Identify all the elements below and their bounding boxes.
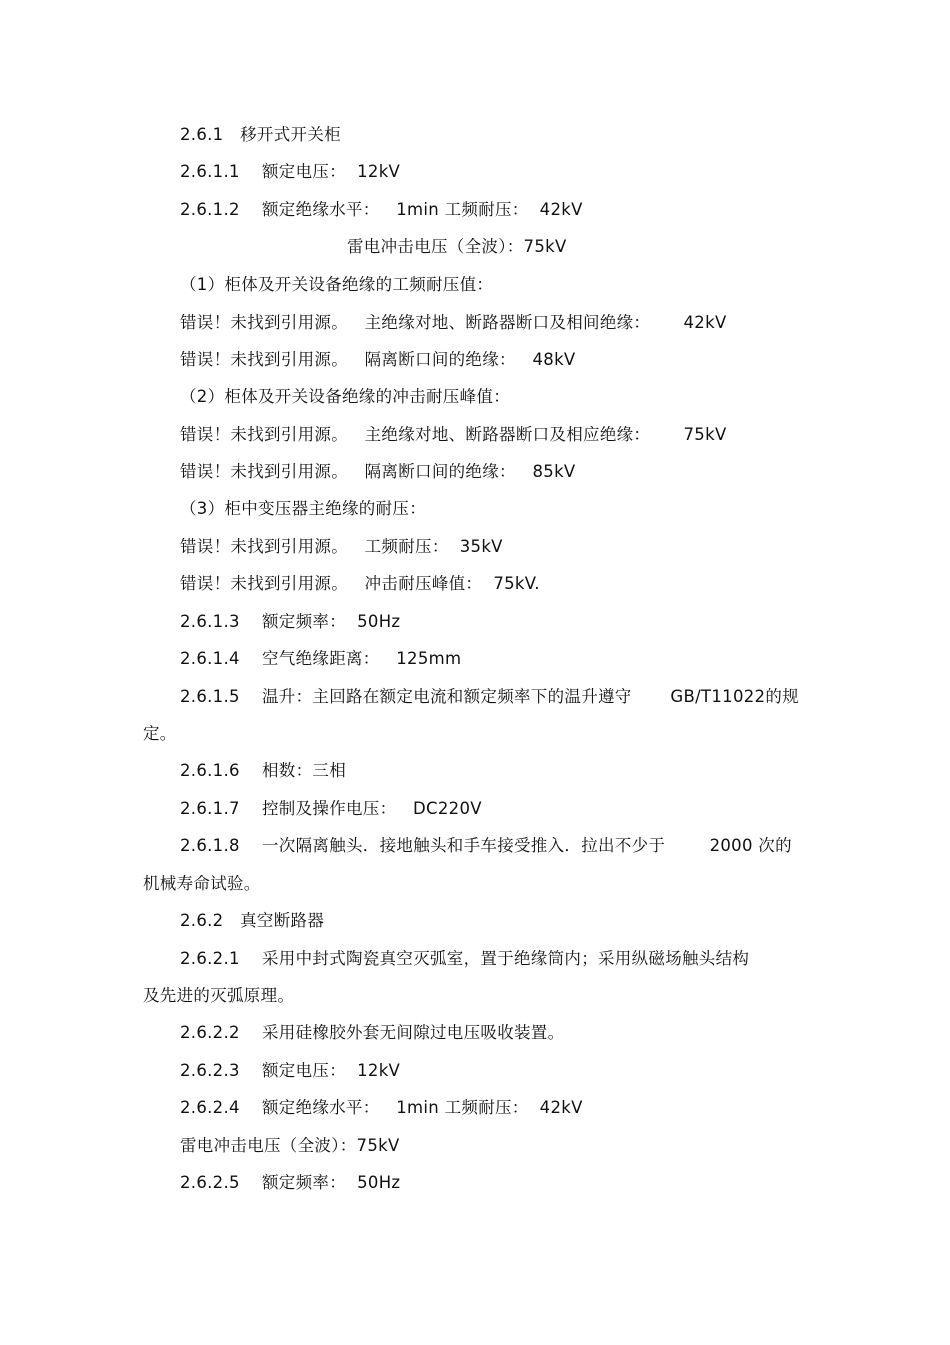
spec-line: 2.6.2.3 额定电压： 12kV bbox=[180, 1061, 401, 1080]
spec-line: 错误！未找到引用源。 主绝缘对地、断路器断口及相间绝缘： 42kV bbox=[180, 313, 727, 332]
spec-line: 2.6.1.8 一次隔离触头．接地触头和手车接受推入．拉出不少于 2000 次的 bbox=[180, 836, 792, 855]
spec-line: 雷电冲击电压（全波）：75kV bbox=[347, 237, 567, 256]
subheading: （3）柜中变压器主绝缘的耐压： bbox=[180, 499, 426, 518]
heading-2-6-1: 2.6.1 移开式开关柜 bbox=[180, 125, 341, 144]
spec-line: 2.6.1.6 相数：三相 bbox=[180, 761, 347, 780]
spec-line: 2.6.1.1 额定电压： 12kV bbox=[180, 162, 401, 181]
subheading: （1）柜体及开关设备绝缘的工频耐压值： bbox=[180, 275, 494, 294]
spec-line: 2.6.2.5 额定频率： 50Hz bbox=[180, 1173, 401, 1192]
spec-line: 错误！未找到引用源。 主绝缘对地、断路器断口及相应绝缘： 75kV bbox=[180, 425, 727, 444]
heading-2-6-2: 2.6.2 真空断路器 bbox=[180, 911, 325, 930]
spec-line: 2.6.2.2 采用硅橡胶外套无间隙过电压吸收装置。 bbox=[180, 1023, 565, 1042]
spec-line: 2.6.1.5 温升：主回路在额定电流和额定频率下的温升遵守 GB/T11022的规 bbox=[180, 687, 799, 706]
spec-line-cont: 定。 bbox=[143, 724, 177, 743]
spec-line: 雷电冲击电压（全波）：75kV bbox=[180, 1136, 400, 1155]
spec-line: 2.6.2.4 额定绝缘水平： 1min 工频耐压： 42kV bbox=[180, 1098, 583, 1117]
spec-line: 2.6.1.4 空气绝缘距离： 125mm bbox=[180, 649, 462, 668]
spec-line: 2.6.1.7 控制及操作电压： DC220V bbox=[180, 799, 482, 818]
spec-line-cont: 及先进的灭弧原理。 bbox=[143, 986, 295, 1005]
spec-line: 错误！未找到引用源。 隔离断口间的绝缘： 48kV bbox=[180, 350, 576, 369]
spec-line: 2.6.1.2 额定绝缘水平： 1min 工频耐压： 42kV bbox=[180, 200, 583, 219]
spec-line: 错误！未找到引用源。 工频耐压： 35kV bbox=[180, 537, 503, 556]
spec-line: 错误！未找到引用源。 隔离断口间的绝缘： 85kV bbox=[180, 462, 576, 481]
spec-line: 错误！未找到引用源。 冲击耐压峰值： 75kV. bbox=[180, 574, 540, 593]
subheading: （2）柜体及开关设备绝缘的冲击耐压峰值： bbox=[180, 387, 510, 406]
spec-line-cont: 机械寿命试验。 bbox=[143, 874, 261, 893]
spec-line: 2.6.1.3 额定频率： 50Hz bbox=[180, 612, 401, 631]
spec-line: 2.6.2.1 采用中封式陶瓷真空灭弧室，置于绝缘筒内；采用纵磁场触头结构 bbox=[180, 949, 750, 968]
